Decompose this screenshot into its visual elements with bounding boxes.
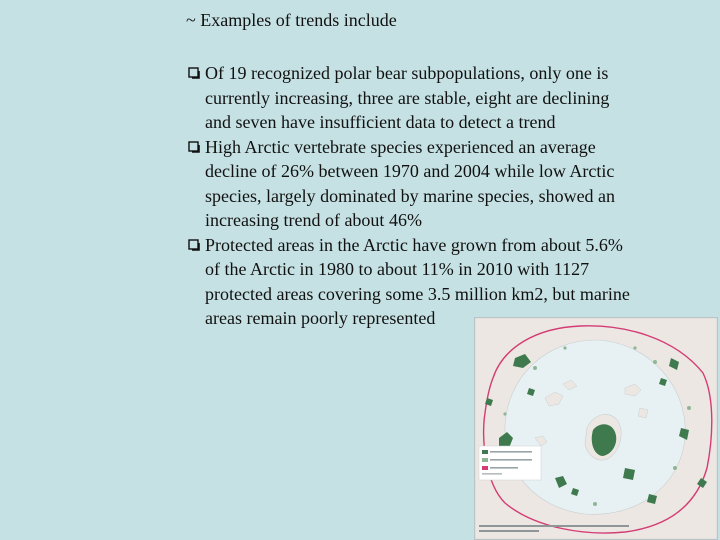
bullet-line: increasing trend of about 46% xyxy=(205,210,422,230)
map-legend xyxy=(479,446,541,480)
bullet-protected-areas xyxy=(186,233,686,331)
bullet-line: of the Arctic in 1980 to about 11% in 2010 with 1127 xyxy=(205,259,590,279)
bullet-line: High Arctic vertebrate species experienced an average xyxy=(205,136,596,157)
bullet-line: protected areas covering some 3.5 million km2, but marine xyxy=(205,283,630,304)
bullet-line: currently increasing, three are stable, eight are declining xyxy=(205,87,610,108)
bullet-line: Of 19 recognized polar bear subpopulations, only one is xyxy=(205,63,609,83)
map-graphic xyxy=(475,318,717,539)
hollow-square-bullet-icon xyxy=(188,239,200,251)
hollow-square-bullet-icon xyxy=(188,141,200,153)
bullet-line: species, largely dominated by marine species, showed an xyxy=(205,185,616,206)
bullet-line: decline of 26% between 1970 and 2004 while low Arctic xyxy=(205,161,615,181)
hollow-square-bullet-icon xyxy=(188,67,200,79)
slide-heading: ~ Examples of trends include xyxy=(186,10,397,30)
bullet-list xyxy=(186,61,686,331)
bullet-line: Protected areas in the Arctic have grown from about 5.6% xyxy=(205,234,623,255)
bullet-line: and seven have insufficient data to detect a trend xyxy=(205,112,556,132)
bullet-vertebrate-species xyxy=(186,135,686,233)
bullet-line: areas remain poorly represented xyxy=(205,308,436,328)
arctic-protected-areas-map xyxy=(474,317,718,540)
bullet-polar-bears xyxy=(186,61,686,135)
